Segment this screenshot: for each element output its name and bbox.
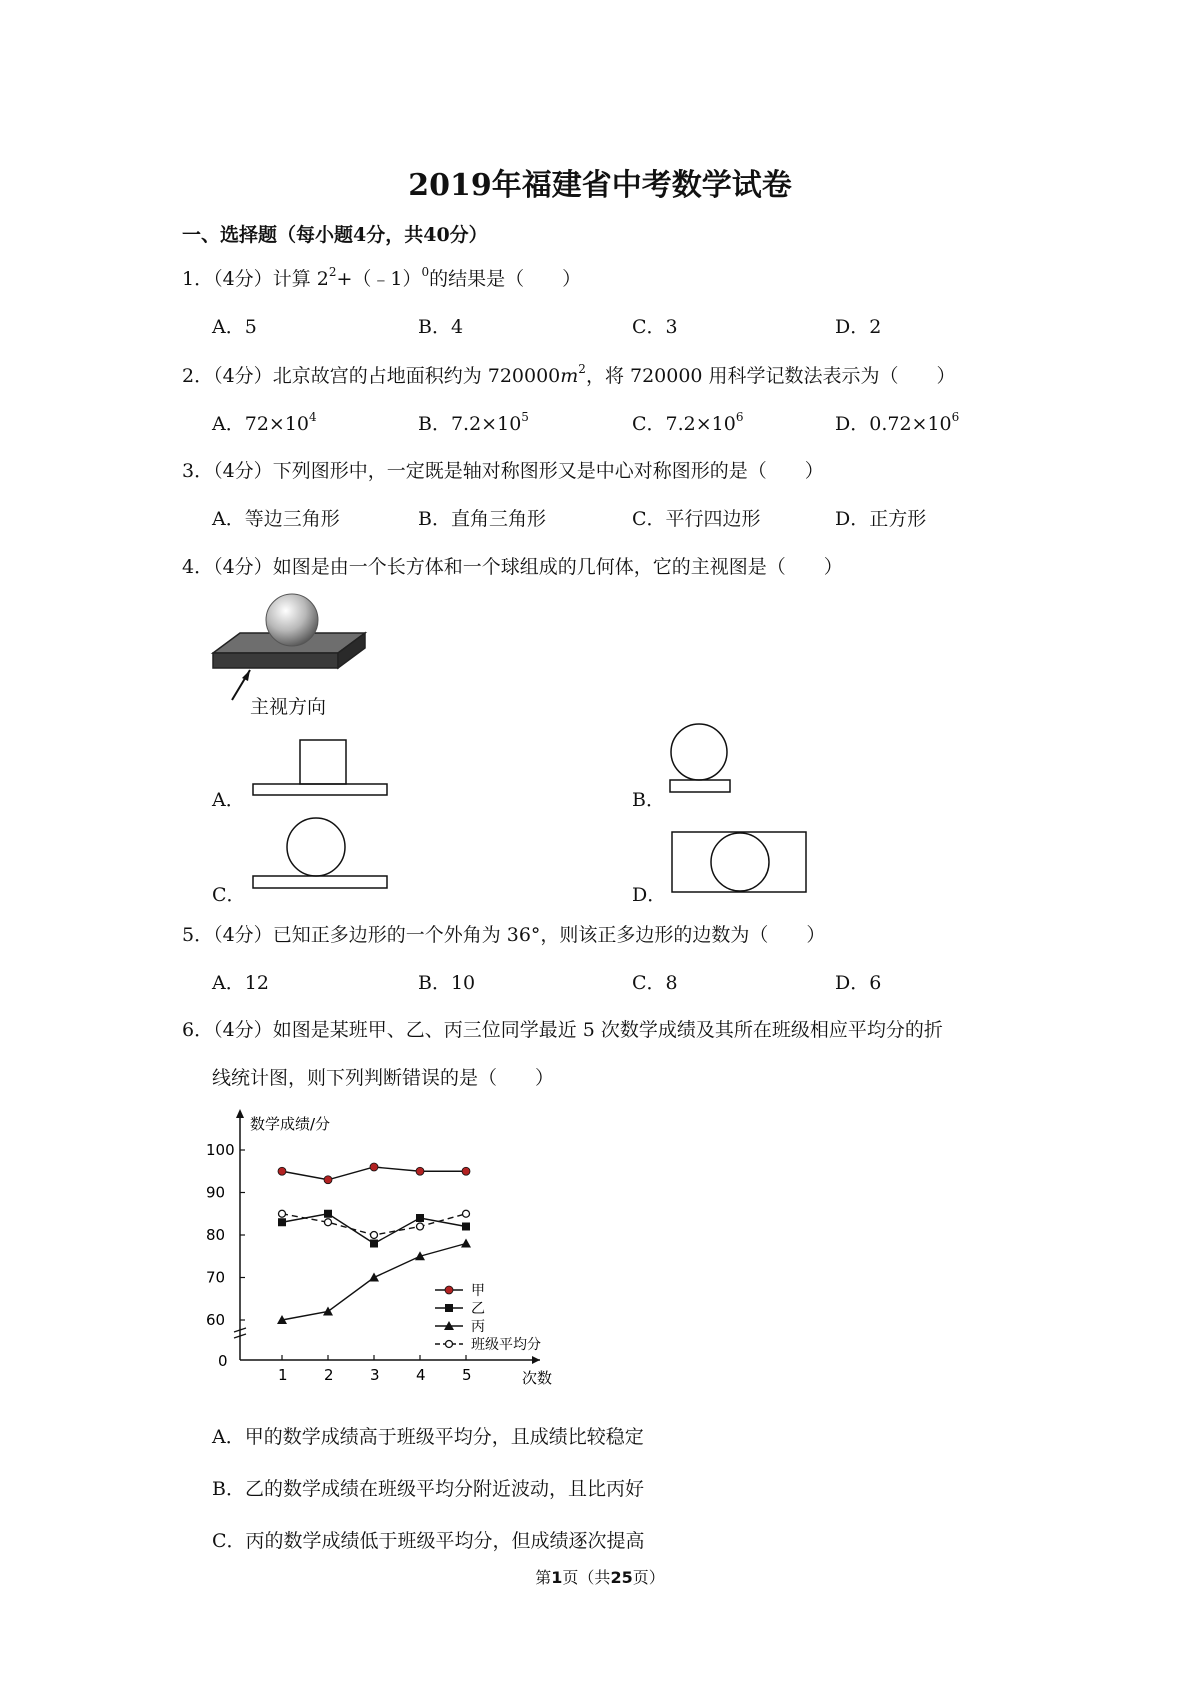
question-number: 4． [182, 556, 214, 578]
data-point [445, 1286, 453, 1294]
option-1b[interactable]: B．4 [418, 316, 464, 338]
chart-legend [435, 1283, 541, 1353]
circle-shape [287, 818, 345, 876]
question-points: （4分） [213, 268, 273, 290]
section-heading: 一、选择题（每小题4分，共40分） [182, 224, 488, 246]
data-point [417, 1223, 424, 1230]
x-tick-label: 3 [370, 1366, 380, 1384]
question-number: 2． [182, 365, 214, 387]
question-points: （4分） [213, 556, 273, 578]
option-5a[interactable]: A．12 [212, 972, 269, 994]
question-2 [182, 361, 956, 388]
page-number: 1 [551, 1568, 563, 1587]
question-number: 1． [182, 268, 214, 290]
data-point [371, 1232, 378, 1239]
data-point [369, 1273, 379, 1282]
sphere [266, 594, 318, 646]
question-text: 如图是某班甲、乙、丙三位同学最近 5 次数学成绩及其所在班级相应平均分的折 [272, 1019, 943, 1041]
option-4b-figure[interactable] [668, 722, 734, 800]
chart-series [277, 1163, 471, 1324]
question-points: （4分） [213, 460, 273, 482]
data-point [278, 1167, 286, 1175]
legend-label: 甲 [471, 1283, 485, 1299]
unit: m [560, 365, 579, 387]
x-tick-label: 2 [324, 1366, 334, 1384]
data-point [462, 1167, 470, 1175]
legend-label: 班级平均分 [471, 1337, 541, 1353]
data-point [278, 1218, 286, 1226]
question-3 [182, 456, 824, 483]
x-axis-label: 次数 [522, 1369, 553, 1387]
option-2b[interactable]: B．$7.2\times 10^5$ [418, 409, 529, 435]
y-tick-label: 90 [206, 1183, 226, 1202]
option-3b[interactable]: B．直角三角形 [418, 508, 546, 530]
option-3d[interactable]: D．正方形 [835, 508, 927, 530]
option-4b-label[interactable]: B． [632, 789, 665, 811]
exponent: 0 [421, 264, 430, 279]
y-tick-label: 70 [206, 1268, 226, 1287]
question-4 [182, 552, 843, 579]
data-point [324, 1176, 332, 1184]
option-4a-figure[interactable] [252, 738, 392, 798]
option-5d[interactable]: D．6 [835, 972, 882, 994]
option-2d[interactable]: D．$0.72\times 10^6$ [835, 409, 960, 435]
y-tick-label: 80 [206, 1226, 226, 1244]
question-text: 如图是由一个长方体和一个球组成的几何体，它的主视图是（ ） [272, 556, 843, 578]
question-text: 的结果是（ ） [429, 268, 582, 290]
data-point [323, 1307, 333, 1316]
question-6-line2: 线统计图，则下列判断错误的是（ ） [212, 1067, 555, 1089]
option-3c[interactable]: C．平行四边形 [632, 508, 761, 530]
option-5b[interactable]: B．10 [418, 972, 476, 994]
option-5c[interactable]: C．8 [632, 972, 678, 994]
data-point [325, 1219, 332, 1226]
option-2c[interactable]: C．$7.2\times 10^6$ [632, 409, 744, 435]
question-text: 计算 2 [272, 268, 329, 290]
question-1 [182, 264, 581, 291]
figure-caption: 主视方向 [250, 696, 327, 718]
legend-label: 丙 [471, 1319, 485, 1335]
data-point [279, 1210, 286, 1217]
option-6c[interactable]: C．丙的数学成绩低于班级平均分，但成绩逐次提高 [212, 1530, 645, 1552]
page-total: 25 [610, 1568, 633, 1587]
data-point [446, 1341, 453, 1348]
x-tick-label: 1 [278, 1366, 288, 1384]
option-1d[interactable]: D．2 [835, 316, 882, 338]
question-number: 3． [182, 460, 214, 482]
slab-front [213, 653, 338, 668]
question-points: （4分） [213, 1019, 273, 1041]
data-point [445, 1304, 453, 1312]
option-4d-label[interactable]: D． [632, 884, 667, 906]
option-1c[interactable]: C．3 [632, 316, 678, 338]
data-point [461, 1239, 471, 1248]
question-text: 已知正多边形的一个外角为 36°，则该正多边形的边数为（ ） [272, 924, 826, 946]
view-arrow-head [242, 670, 250, 681]
y-tick-label: 60 [206, 1311, 226, 1329]
option-4a-label[interactable]: A． [212, 789, 245, 811]
question-points: （4分） [213, 365, 273, 387]
rectangle-shape [672, 832, 806, 892]
question-5 [182, 920, 825, 947]
question-text: 北京故宫的占地面积约为 720000 [272, 365, 561, 387]
data-point [462, 1223, 470, 1231]
option-4c-label[interactable]: C． [212, 884, 246, 906]
x-axis-arrow [532, 1356, 540, 1364]
line-chart [200, 1105, 620, 1400]
origin-label: 0 [218, 1352, 228, 1370]
y-axis-arrow [236, 1109, 244, 1118]
option-3a[interactable]: A．等边三角形 [212, 508, 340, 530]
question-number: 6． [182, 1019, 214, 1041]
question-6 [182, 1015, 943, 1042]
data-point [370, 1163, 378, 1171]
y-axis-label: 数学成绩/分 [250, 1115, 331, 1133]
option-1a[interactable]: A．5 [212, 316, 257, 338]
question-points: （4分） [213, 924, 273, 946]
question-text: ，将 720000 用科学记数法表示为（ ） [585, 365, 956, 387]
square-shape [300, 740, 346, 784]
y-tick-label: 100 [206, 1141, 235, 1159]
exponent: 2 [578, 361, 586, 376]
option-4c-figure[interactable] [252, 816, 392, 894]
data-point [416, 1167, 424, 1175]
question-text: +（﹣1） [336, 268, 422, 290]
question-text: 下列图形中，一定既是轴对称图形又是中心对称图形的是（ ） [272, 460, 824, 482]
slab-shape [253, 784, 387, 795]
x-tick-label: 5 [462, 1366, 472, 1384]
exponent: 2 [328, 264, 337, 279]
data-point [324, 1210, 332, 1218]
page-footer: 第1页（共25页） [535, 1568, 665, 1587]
option-6b[interactable]: B．乙的数学成绩在班级平均分附近波动，且比丙好 [212, 1478, 644, 1500]
circle-shape [671, 724, 727, 780]
option-4d-figure[interactable] [670, 830, 810, 896]
page-title: 2019年福建省中考数学试卷 [408, 168, 792, 203]
circle-shape [711, 833, 769, 891]
data-point [416, 1214, 424, 1222]
legend-label: 乙 [471, 1301, 485, 1317]
slab-shape [253, 876, 387, 888]
option-2a[interactable]: A．$72\times 10^4$ [212, 409, 317, 435]
data-point [463, 1210, 470, 1217]
option-6a[interactable]: A．甲的数学成绩高于班级平均分，且成绩比较稳定 [212, 1426, 644, 1448]
question-number: 5． [182, 924, 214, 946]
slab-shape [670, 780, 730, 792]
x-tick-label: 4 [416, 1366, 426, 1384]
data-point [370, 1240, 378, 1248]
